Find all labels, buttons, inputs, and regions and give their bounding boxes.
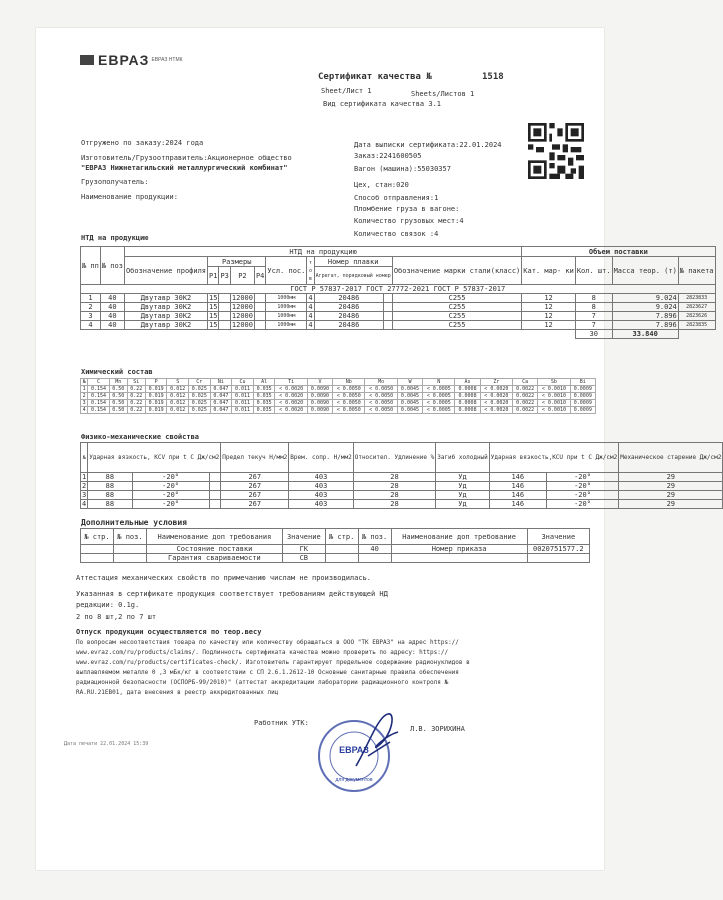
chem-header: C <box>88 379 110 386</box>
chem-header: Zr <box>480 379 512 386</box>
table-row <box>81 386 596 393</box>
chem-header: Mn <box>109 379 127 386</box>
table-row <box>81 473 723 482</box>
chem-cell: 0.0022 <box>513 400 538 407</box>
bundles-line: Количество связок :4 <box>354 230 439 238</box>
cert-number: 1518 <box>482 72 504 82</box>
mech-tensile: 403 <box>289 500 353 509</box>
chem-cell: 0.0045 <box>397 386 422 393</box>
row-cat: 12 <box>522 303 576 312</box>
maker-line: Изготовитель/Грузоотправитель:Акционерное общество <box>81 154 292 162</box>
chem-cell: 0.011 <box>232 393 254 400</box>
row-cat: 12 <box>522 321 576 330</box>
chem-cell: 0.0022 <box>513 407 538 414</box>
table-row <box>81 500 723 509</box>
row-p1: 15 <box>209 321 218 329</box>
mech-kcu: 146 <box>489 491 546 500</box>
issue-date: Дата выписки сертификата:22.01.2024 <box>354 141 502 149</box>
chem-cell: 0.035 <box>253 407 275 414</box>
row-profile: Двутавр 30К2 <box>124 321 207 330</box>
table-row <box>81 312 716 321</box>
chem-cell: 0.0045 <box>397 400 422 407</box>
chem-cell: 0.025 <box>189 400 211 407</box>
row-cat: 12 <box>522 312 576 321</box>
chem-header: Ti <box>275 379 307 386</box>
note-2: Указанная в сертификате продукция соответствует требованиям действующей НД <box>76 590 388 598</box>
chem-cell: < 0.0005 <box>423 393 455 400</box>
chem-cell: 0.22 <box>127 400 145 407</box>
row-pack: 2823833 <box>678 294 715 303</box>
chem-header: Si <box>127 379 145 386</box>
places-line: Количество грузовых мест:4 <box>354 217 464 225</box>
chem-header: Cu <box>232 379 254 386</box>
mech-number: 1 <box>82 473 87 481</box>
chem-header: Al <box>253 379 275 386</box>
chem-cell: 0.047 <box>210 386 232 393</box>
row-mass: 9.024 <box>612 294 678 303</box>
note-7: www.evraz.com/ru/products/claims/. Подлинность сертификата качества можно проверить по адресу: https:// <box>76 649 449 656</box>
extra-caption: Дополнительные условия <box>81 518 187 527</box>
row-cond: 1000мм <box>266 312 307 321</box>
ntd-caption: НТД на продукцию <box>81 234 149 242</box>
chem-header: As <box>455 379 480 386</box>
chem-header: Cr <box>189 379 211 386</box>
evraz-logo: ЕВРАЗ ЕВРАЗ НТМК <box>80 51 183 69</box>
row-melt: 20486 <box>314 294 384 303</box>
shop-line: Цех, стан:020 <box>354 181 409 189</box>
chem-cell: 0.50 <box>109 393 127 400</box>
chem-cell: < 0.0020 <box>275 407 307 414</box>
row-pack: 2823626 <box>678 312 715 321</box>
row-melt: 20486 <box>314 312 384 321</box>
row-profile: Двутавр 30К2 <box>124 303 207 312</box>
chem-cell: < 0.0050 <box>365 393 397 400</box>
mech-kcv-temp: -20° <box>132 500 209 509</box>
chem-cell: 0.012 <box>167 400 189 407</box>
mech-yield: 267 <box>221 482 289 491</box>
chem-cell: < 0.0050 <box>333 407 365 414</box>
chem-header: Ca <box>513 379 538 386</box>
chem-header: S <box>167 379 189 386</box>
note-11: RA.RU.21ЕВ01, дата внесения в реестр аккредитованных лиц <box>76 689 279 696</box>
mech-kcv: 88 <box>88 500 132 509</box>
qr-code-icon <box>528 123 584 179</box>
table-row <box>81 321 716 330</box>
chem-cell: < 0.0010 <box>538 407 570 414</box>
chem-header: № <box>81 379 88 386</box>
print-date: Дата печати 22.01.2024 15:39 <box>64 741 149 747</box>
chem-cell: 3 <box>81 400 88 407</box>
chem-cell: 0.154 <box>88 386 110 393</box>
cert-type: Вид сертификата качества 3.1 <box>323 100 442 108</box>
chem-cell: < 0.0050 <box>365 386 397 393</box>
chem-cell: < 0.0005 <box>423 386 455 393</box>
row-melt: 20486 <box>314 303 384 312</box>
chem-cell: 0.154 <box>88 407 110 414</box>
row-cat: 12 <box>522 294 576 303</box>
certificate-sheet <box>36 28 722 870</box>
cert-title: Сертификат качества № <box>318 72 432 82</box>
chem-cell: 0.011 <box>232 386 254 393</box>
row-qty: 8 <box>575 294 612 303</box>
mech-number: 3 <box>82 491 87 499</box>
chem-cell: < 0.0020 <box>275 400 307 407</box>
chem-cell: 0.012 <box>167 407 189 414</box>
row-cond: 1000мм <box>266 321 307 330</box>
mech-kcv: 88 <box>88 491 132 500</box>
mech-table: № Ударная вязкость, KCV при t C Дж/см2 Предел текуч Н/мм2 Врем. сопр. Н/мм2 Относител. Удлинение % Загиб холодный Ударная вязкость,KCU при t C Дж/см2 Механическое старение Дж/см2 1 88 -20° 267 403 28 Уд 146 -20° 29 2 88 -20° 267 403 28 Уд 146 -20° 29 3 88 -20° 267 403 28 Уд 146 -20° 29 4 88 -20° 267 403 28 Уд 146 -20° 29 <box>80 442 723 509</box>
chem-cell: < 0.0005 <box>423 400 455 407</box>
chem-cell: 0.0090 <box>307 393 332 400</box>
table-row <box>81 482 723 491</box>
mech-bend: Уд <box>436 491 490 500</box>
chem-cell: 0.0045 <box>397 393 422 400</box>
chem-caption: Химический состав <box>81 368 153 376</box>
table-row <box>81 407 596 414</box>
consignee-line: Грузополучатель: <box>81 178 149 186</box>
row-number: 2 <box>81 303 101 312</box>
row-p2: 12000 <box>231 321 253 329</box>
chem-cell: 2 <box>81 393 88 400</box>
sheet-label: Sheet/Лист 1 <box>321 87 372 95</box>
chem-cell: < 0.0020 <box>480 400 512 407</box>
mech-tensile: 403 <box>289 491 353 500</box>
chem-cell: 0.025 <box>189 386 211 393</box>
chem-cell: < 0.0020 <box>480 393 512 400</box>
row-p2: 12000 <box>231 294 253 302</box>
row-cond: 1000мм <box>266 294 307 303</box>
method-line: Способ отправления:1 <box>354 194 439 202</box>
chem-cell: 0.019 <box>145 386 167 393</box>
chem-cell: 0.50 <box>109 386 127 393</box>
row-p1: 15 <box>209 312 218 320</box>
mech-kcv: 88 <box>88 473 132 482</box>
mech-aging: 29 <box>619 473 723 482</box>
order-line: Заказ:2241600505 <box>354 152 422 160</box>
chem-cell: 0.012 <box>167 386 189 393</box>
chem-table <box>80 378 596 414</box>
chem-cell: < 0.0010 <box>538 386 570 393</box>
row-number: 1 <box>81 294 101 303</box>
mech-number: 4 <box>82 500 87 508</box>
row-number: 3 <box>81 312 101 321</box>
mech-tensile: 403 <box>289 482 353 491</box>
logo-mark-icon <box>80 55 94 65</box>
mech-bend: Уд <box>436 482 490 491</box>
chem-cell: 0.019 <box>145 400 167 407</box>
mech-elongation: 28 <box>353 500 435 509</box>
row-pack: 2823627 <box>678 303 715 312</box>
mech-kcu: 146 <box>489 482 546 491</box>
chem-header: N <box>423 379 455 386</box>
row-unit: 4 <box>308 312 313 320</box>
mech-elongation: 28 <box>353 482 435 491</box>
row-pos: 40 <box>100 312 124 321</box>
table-row <box>81 491 723 500</box>
row-number: 4 <box>81 321 101 330</box>
seal-line: Пломбение груза в вагоне: <box>354 205 460 213</box>
chem-cell: 0.0045 <box>397 407 422 414</box>
chem-cell: 0.0090 <box>307 386 332 393</box>
chem-cell: < 0.0010 <box>538 400 570 407</box>
sheets-label: Sheets/Листов 1 <box>411 90 475 98</box>
row-unit: 4 <box>308 321 313 329</box>
note-6: По вопросам несоответствия товара по качеству или количеству обращаться в ООО "ТК ЕВРАЗ" на адрес https:// <box>76 639 459 646</box>
chem-cell: 0.0008 <box>455 400 480 407</box>
chem-header: W <box>397 379 422 386</box>
row-grade: С255 <box>392 294 521 303</box>
mech-aging: 29 <box>619 491 723 500</box>
row-p1: 15 <box>209 303 218 311</box>
mech-kcu: 146 <box>489 500 546 509</box>
mech-kcu-temp: -20° <box>546 491 618 500</box>
chem-cell: < 0.0020 <box>275 386 307 393</box>
chem-cell: 0.0008 <box>455 393 480 400</box>
row-grade: С255 <box>392 312 521 321</box>
chem-cell: 0.047 <box>210 407 232 414</box>
chem-cell: 0.025 <box>189 393 211 400</box>
mech-kcu-temp: -20° <box>546 500 618 509</box>
row-pos: 40 <box>100 303 124 312</box>
chem-cell: 4 <box>81 407 88 414</box>
row-qty: 7 <box>575 312 612 321</box>
table-row <box>81 303 716 312</box>
note-1: Аттестация механических свойств по примечанию числам не производилась. <box>76 574 372 582</box>
chem-cell: 0.012 <box>167 393 189 400</box>
chem-cell: 0.22 <box>127 407 145 414</box>
mech-yield: 267 <box>221 500 289 509</box>
row-unit: 4 <box>308 303 313 311</box>
row-pack: 2823835 <box>678 321 715 330</box>
mech-kcv: 88 <box>88 482 132 491</box>
chem-cell: 0.047 <box>210 400 232 407</box>
mech-elongation: 28 <box>353 491 435 500</box>
row-p1: 15 <box>209 294 218 302</box>
row-mass: 7.896 <box>612 312 678 321</box>
mech-yield: 267 <box>221 473 289 482</box>
note-5: Отпуск продукции осуществляется по теор.весу <box>76 628 262 636</box>
chem-cell: 0.50 <box>109 400 127 407</box>
mech-kcu-temp: -20° <box>546 482 618 491</box>
note-8: www.evraz.com/ru/products/certificates-check/. Изготовитель гарантирует предельное содержание радионуклидов в <box>76 659 470 666</box>
row-cond: 1000мм <box>266 303 307 312</box>
chem-cell: 0.035 <box>253 400 275 407</box>
chem-cell: 0.0009 <box>570 407 595 414</box>
chem-cell: < 0.0050 <box>333 393 365 400</box>
mech-aging: 29 <box>619 500 723 509</box>
mech-kcu-temp: -20° <box>546 473 618 482</box>
chem-cell: 0.0008 <box>455 407 480 414</box>
chem-cell: 1 <box>81 386 88 393</box>
chem-header: Mo <box>365 379 397 386</box>
chem-cell: 0.011 <box>232 407 254 414</box>
row-profile: Двутавр 30К2 <box>124 312 207 321</box>
chem-cell: < 0.0050 <box>333 400 365 407</box>
mech-kcv-temp: -20° <box>132 491 209 500</box>
mech-number: 2 <box>82 482 87 490</box>
mech-aging: 29 <box>619 482 723 491</box>
row-qty: 8 <box>575 303 612 312</box>
shipped-line: Отгружено по заказу:2024 года <box>81 139 204 147</box>
chem-cell: 0.0009 <box>570 393 595 400</box>
worker-label: Работник УТК: <box>254 719 309 727</box>
product-line: Наименование продукции: <box>81 193 178 201</box>
chem-cell: < 0.0020 <box>275 393 307 400</box>
note-10: радиационной безопасности (ОСПОРБ-99/2010)" (аттестат аккредитации лаборатории радиационного контроля № <box>76 679 449 686</box>
chem-cell: 0.035 <box>253 393 275 400</box>
table-row <box>81 393 596 400</box>
extra-table: № стр. № поз. Наименование доп требования Значение № стр. № поз. Наименование доп требование Значение Состояние поставки ГК 40 Номер приказа 0020751577.2 Гарантия свариваемости СВ <box>80 528 590 563</box>
note-3: редакции: 0.1g. <box>76 601 140 609</box>
chem-header: Sb <box>538 379 570 386</box>
chem-cell: 0.035 <box>253 386 275 393</box>
chem-cell: 0.50 <box>109 407 127 414</box>
mech-caption: Физико-механические свойства <box>81 433 200 441</box>
chem-cell: 0.0090 <box>307 400 332 407</box>
row-p2: 12000 <box>231 312 253 320</box>
chem-cell: 0.0009 <box>570 400 595 407</box>
row-qty: 7 <box>575 321 612 330</box>
mech-kcv-temp: -20° <box>132 473 209 482</box>
chem-header: Ni <box>210 379 232 386</box>
svg-text:ЕВРАЗ: ЕВРАЗ <box>339 745 369 755</box>
chem-cell: 0.154 <box>88 393 110 400</box>
row-p2: 12000 <box>231 303 253 311</box>
mech-kcv-temp: -20° <box>132 482 209 491</box>
chem-cell: 0.047 <box>210 393 232 400</box>
chem-cell: < 0.0010 <box>538 393 570 400</box>
row-mass: 9.024 <box>612 303 678 312</box>
product-table: № пп № поз НТД на продукцию Объем поставки Обозначение профиля Размеры Усл. пос. т о в Номер плавки Обозначение марки стали(класс) Кат. мар- ки Кол. шт. Масса теор. (т) № пакета Р1 Р3 Р2 Р4 Агрегат, порядковый номер ГОСТ Р 57837-2017 ГОСТ 27772-2021 ГОСТ Р 57837-2017 1 40 Двутавр 30К2 15 12000 1000мм 4 20486 С255 12 8 9.024 2823833 2 40 Двутавр 30К2 15 12000 1000мм 4 20486 С255 12 8 9.024 2823627 3 40 Двутавр 30К2 15 12000 1000мм 4 20486 С255 12 7 7.896 2823626 4 40 Двутавр 30К2 15 12000 1000мм 4 20486 С255 12 7 7.896 2823835 30 33.840 <box>82 247 714 338</box>
chem-header: V <box>307 379 332 386</box>
chem-cell: 0.019 <box>145 393 167 400</box>
chem-cell: 0.22 <box>127 386 145 393</box>
chem-cell: 0.22 <box>127 393 145 400</box>
note-4: 2 по 8 шт,2 по 7 шт <box>76 613 157 621</box>
mech-kcu: 146 <box>489 473 546 482</box>
mech-bend: Уд <box>436 473 490 482</box>
row-grade: С255 <box>392 321 521 330</box>
svg-text:для документов: для документов <box>335 777 373 783</box>
chem-cell: < 0.0005 <box>423 407 455 414</box>
worker-name: Л.В. ЗОРИХИНА <box>410 725 465 733</box>
mech-yield: 267 <box>221 491 289 500</box>
note-9: выплавляемом металле 0 ,3 мБк/кг в соответствии с СП 2.6.1.2612-10 Основные санитарные правила обеспечения <box>76 669 459 676</box>
chem-cell: < 0.0050 <box>365 407 397 414</box>
mech-elongation: 28 <box>353 473 435 482</box>
chem-cell: 0.0008 <box>455 386 480 393</box>
mech-bend: Уд <box>436 500 490 509</box>
chem-cell: < 0.0050 <box>333 386 365 393</box>
row-profile: Двутавр 30К2 <box>124 294 207 303</box>
chem-cell: < 0.0020 <box>480 386 512 393</box>
signature <box>348 706 408 776</box>
mech-tensile: 403 <box>289 473 353 482</box>
chem-cell: 0.025 <box>189 407 211 414</box>
table-row <box>81 294 716 303</box>
row-grade: С255 <box>392 303 521 312</box>
row-mass: 7.896 <box>612 321 678 330</box>
chem-cell: 0.011 <box>232 400 254 407</box>
chem-cell: 0.019 <box>145 407 167 414</box>
chem-cell: 0.154 <box>88 400 110 407</box>
chem-header: Nb <box>333 379 365 386</box>
row-pos: 40 <box>100 321 124 330</box>
chem-cell: < 0.0050 <box>365 400 397 407</box>
chem-cell: 0.0022 <box>513 393 538 400</box>
row-pos: 40 <box>100 294 124 303</box>
maker-name: "ЕВРАЗ Нижнетагильский металлургический комбинат" <box>81 164 288 172</box>
chem-header: Bi <box>570 379 595 386</box>
chem-cell: 0.0009 <box>570 386 595 393</box>
row-unit: 4 <box>308 294 313 302</box>
wagon-line: Вагон (машина):55030357 <box>354 165 451 173</box>
table-row <box>81 400 596 407</box>
chem-cell: 0.0022 <box>513 386 538 393</box>
row-melt: 20486 <box>314 321 384 330</box>
chem-cell: 0.0090 <box>307 407 332 414</box>
chem-cell: < 0.0020 <box>480 407 512 414</box>
chem-header: P <box>145 379 167 386</box>
